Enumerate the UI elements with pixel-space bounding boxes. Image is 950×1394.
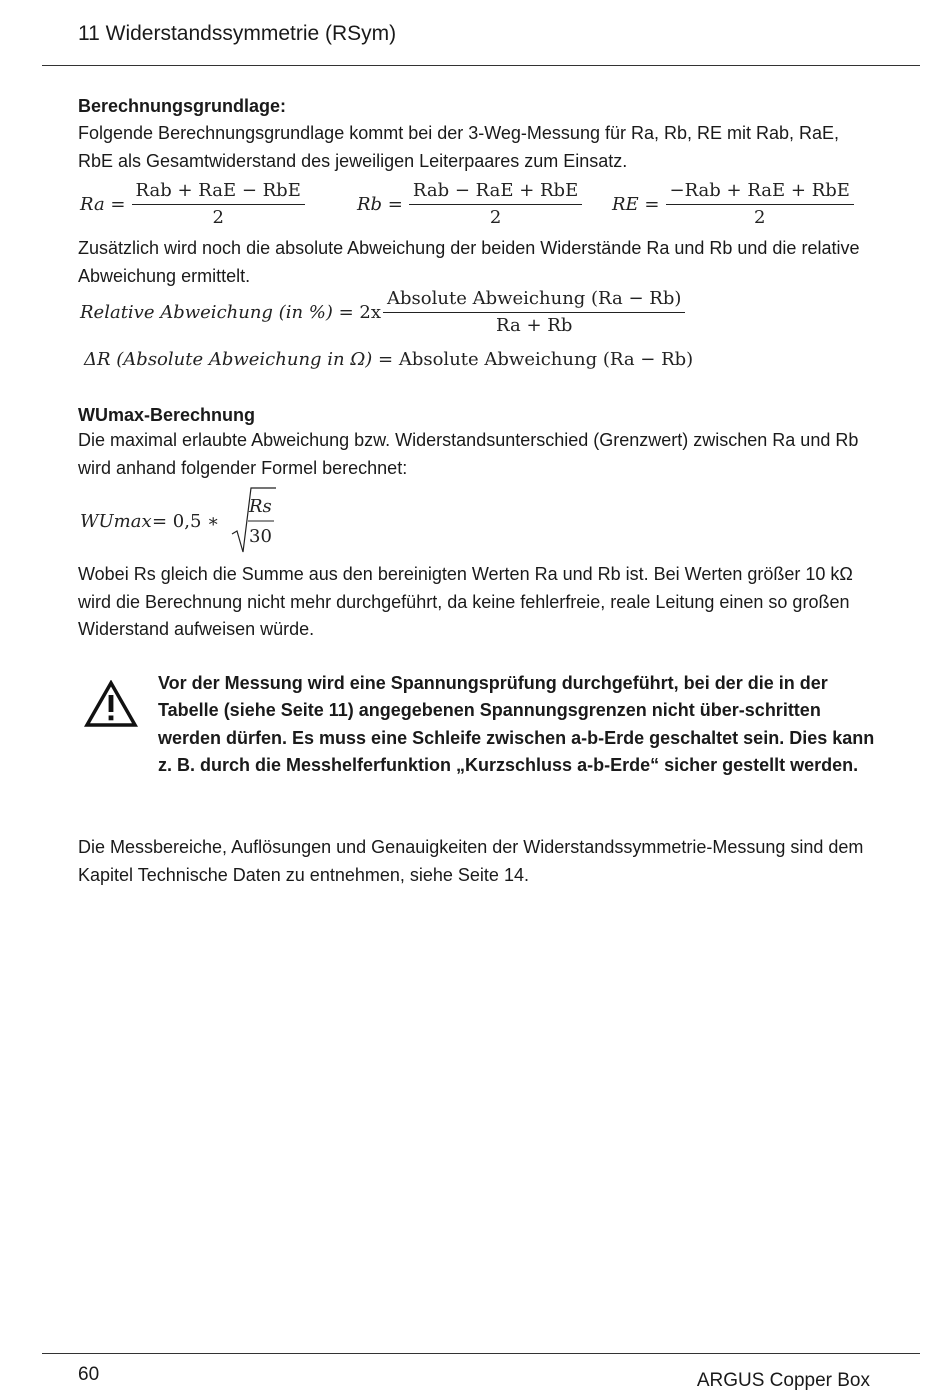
- formula-re-numerator: −Rab + RaE + RbE: [666, 180, 854, 205]
- paragraph-basis: Folgende Berechnungsgrundlage kommt bei der 3-Weg-Messung für Ra, Rb, RE mit Rab, RaE, RbE als Gesamtwiderstand des jeweiligen Leiterpaares zum Einsatz.: [78, 123, 840, 171]
- formula-absolute-deviation: [84, 349, 693, 370]
- formula-rb: [357, 180, 582, 228]
- page-number: 60: [78, 1364, 100, 1385]
- paragraph-rs: Wobei Rs gleich die Summe aus den bereinigten Werten Ra und Rb ist. Bei Werten größer 10 kΩ wird die Berechnung nicht mehr durchgeführt, da keine fehlerfreie, reale Leitung einen so großen Widerstand aufweisen würde.: [78, 564, 853, 639]
- formula-ra-numerator: Rab + RaE − RbE: [132, 180, 305, 205]
- formula-rb-denominator: 2: [489, 207, 502, 228]
- formula-rb-numerator: Rab − RaE + RbE: [409, 180, 582, 205]
- formula-rb-lhs: Rb =: [357, 193, 403, 215]
- warning-triangle-icon: [84, 680, 138, 728]
- formula-ra-lhs: Ra =: [80, 193, 126, 215]
- formula-relative-eq: = 2x: [332, 301, 382, 323]
- header-rule: [42, 65, 920, 66]
- formula-relative-denominator: Ra + Rb: [496, 315, 573, 336]
- formula-ra-denominator: 2: [212, 207, 224, 228]
- formula-absolute-lhs: ΔR (Absolute Abweichung in Ω): [84, 349, 373, 370]
- paragraph-deviation: Zusätzlich wird noch die absolute Abweichung der beiden Widerstände Ra und Rb und die relative Abweichung ermittelt.: [78, 238, 860, 286]
- formula-re: [612, 180, 854, 228]
- paragraph-measurement-ranges: Die Messbereiche, Auflösungen und Genauigkeiten der Widerstandssymmetrie-Messung sind dem Kapitel Technische Daten zu entnehmen, siehe Seite 14.: [78, 837, 864, 885]
- formula-wumax-numerator: Rs: [249, 496, 272, 517]
- section-heading-basis: Berechnungsgrundlage:: [78, 96, 287, 116]
- formula-absolute-rhs: = Absolute Abweichung (Ra − Rb): [372, 349, 694, 370]
- warning-text: Vor der Messung wird eine Spannungsprüfung durchgeführt, bei der die in der Tabelle (siehe Seite 11) angegebenen Spannungsgrenzen nicht über-schritten werden dürfen. Es muss eine Schleife zwischen a-b-Erde geschaltet sein. Dies kann z. B. durch die Messhelferfunktion „Kurzschluss a-b-Erde“ sicher gestellt werden.: [158, 673, 875, 775]
- section-heading-wumax: WUmax-Berechnung: [78, 405, 256, 425]
- formula-relative-lhs: Relative Abweichung (in %): [80, 301, 333, 323]
- page-header-title: 11 Widerstandssymmetrie (RSym): [78, 22, 397, 45]
- formula-wumax-lhs: WUmax: [80, 511, 152, 532]
- formula-re-lhs: RE =: [612, 193, 660, 215]
- formula-re-denominator: 2: [753, 207, 766, 228]
- formula-wumax-denominator: 30: [249, 526, 272, 547]
- product-name: ARGUS Copper Box: [696, 1370, 870, 1391]
- footer-rule: [42, 1353, 920, 1354]
- paragraph-wumax: Die maximal erlaubte Abweichung bzw. Widerstandsunterschied (Grenzwert) zwischen Ra und Rb wird anhand folgender Formel berechnet:: [78, 430, 859, 478]
- formula-relative-deviation: [80, 288, 685, 336]
- formula-wumax-eq: = 0,5 ∗: [152, 511, 220, 532]
- formula-ra: [80, 180, 305, 228]
- formula-relative-numerator: Absolute Abweichung (Ra − Rb): [383, 288, 685, 313]
